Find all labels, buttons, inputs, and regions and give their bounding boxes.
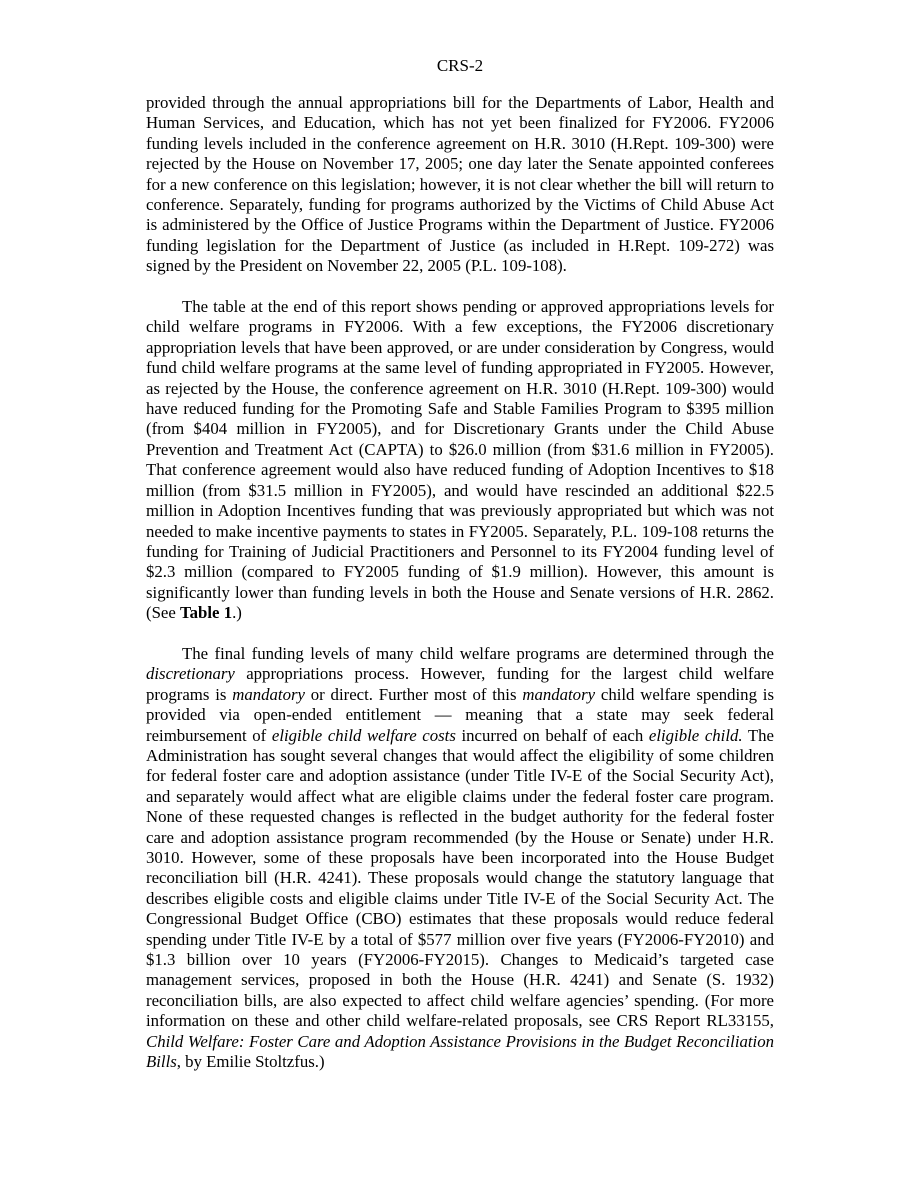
emphasis-mandatory-2: mandatory (522, 684, 596, 704)
text-segment: The Administration has sought several changes that would affect the eligibility of some children for federal foster care and adoption assistance (under Title IV-E of the Social Security Act), and separately would affect what are eligible claims under the federal foster care program. None of these requested changes is reflected in the budget authority for the federal foster care and adoption assistance program recommended (by the House or Senate) under H.R. 3010. However, some of these proposals have been incorporated into the House Budget reconciliation bill (H.R. 4241). These proposals would change the statutory language that describes eligible costs and eligible claims under Title IV-E of the Social Security Act. The Congressional Budget Office (CBO) estimates that these proposals would reduce federal spending under Title IV-E by a total of $577 million over five years (FY2006-FY2010) and $1.3 billion over 10 years (FY2006-FY2015). Changes to Medicaid’s targeted case management services, proposed in both the House (H.R. 4241) and Senate (S. 1932) reconciliation bills, are also expected to affect child welfare agencies’ spending. (For more information on these and other child welfare-related proposals, see CRS Report RL33155, (146, 725, 774, 1031)
text-segment: incurred on behalf of each (455, 725, 649, 745)
text-segment: child welfare spending is provided via open-ended entitlement — meaning that a state may seek federal reimbursement of (146, 684, 774, 745)
paragraph-funding-levels-end: .) (232, 603, 242, 623)
emphasis-eligible-child: eligible child. (648, 725, 743, 745)
table-reference: Table 1 (180, 603, 233, 623)
emphasis-eligible-costs: eligible child welfare costs (271, 725, 456, 745)
text-segment: , by Emilie Stoltzfus.) (176, 1052, 325, 1072)
text-segment: appropriations process. However, funding for the largest child welfare programs is (146, 664, 774, 704)
paragraph-funding-levels (146, 297, 774, 624)
document-body (146, 93, 774, 1093)
emphasis-mandatory: mandatory (232, 684, 305, 704)
paragraph-funding-levels-text: The table at the end of this report shows pending or approved appropriations levels for child welfare programs in FY2006. With a few exceptions, the FY2006 discretionary appropriation levels that have been approved, or are under consideration by Congress, would fund child welfare programs at the same level of funding appropriated in FY2005. However, as rejected by the House, the conference agreement on H.R. 3010 (H.Rept. 109-300) would have reduced funding for the Promoting Safe and Stable Families Program to $395 million (from $404 million in FY2005), and for Discretionary Grants under the Child Abuse Prevention and Treatment Act (CAPTA) to $26.0 million (from $31.6 million in FY2005). That conference agreement would also have reduced funding of Adoption Incentives to $18 million (from $31.5 million in FY2005), and would have rescinded an additional $22.5 million in Adoption Incentives funding that was previously appropriated but which was not needed to make incentive payments to states in FY2005. Separately, P.L. 109-108 returns the funding for Training of Judicial Practitioners and Personnel to its FY2004 funding level of $2.3 million (compared to FY2005 funding of $1.9 million). However, this amount is significantly lower than funding levels in both the House and Senate versions of H.R. 2862. (See (146, 297, 774, 623)
paragraph-mandatory-spending (146, 644, 774, 1073)
emphasis-discretionary: discretionary (146, 664, 235, 684)
page-number-header: CRS-2 (436, 56, 484, 75)
paragraph-appropriations-status: provided through the annual appropriations bill for the Departments of Labor, Health and Human Services, and Education, which has not yet been finalized for FY2006. FY2006 funding levels included in the conference agreement on H.R. 3010 (H.Rept. 109-300) were rejected by the House on November 17, 2005; one day later the Senate appointed conferees for a new conference on this legislation; however, it is not clear whether the bill will return to conference. Separately, funding for programs authorized by the Victims of Child Abuse Act is administered by the Office of Justice Programs within the Department of Justice. FY2006 funding legislation for the Department of Justice (as included in H.Rept. 109-272) was signed by the President on November 22, 2005 (P.L. 109-108). (146, 93, 774, 276)
text-segment: The final funding levels of many child welfare programs are determined through the (182, 643, 774, 663)
text-segment: or direct. Further most of this (304, 684, 523, 704)
report-title: Child Welfare: Foster Care and Adoption Assistance Provisions in the Budget Reconciliation Bills (146, 1031, 774, 1072)
